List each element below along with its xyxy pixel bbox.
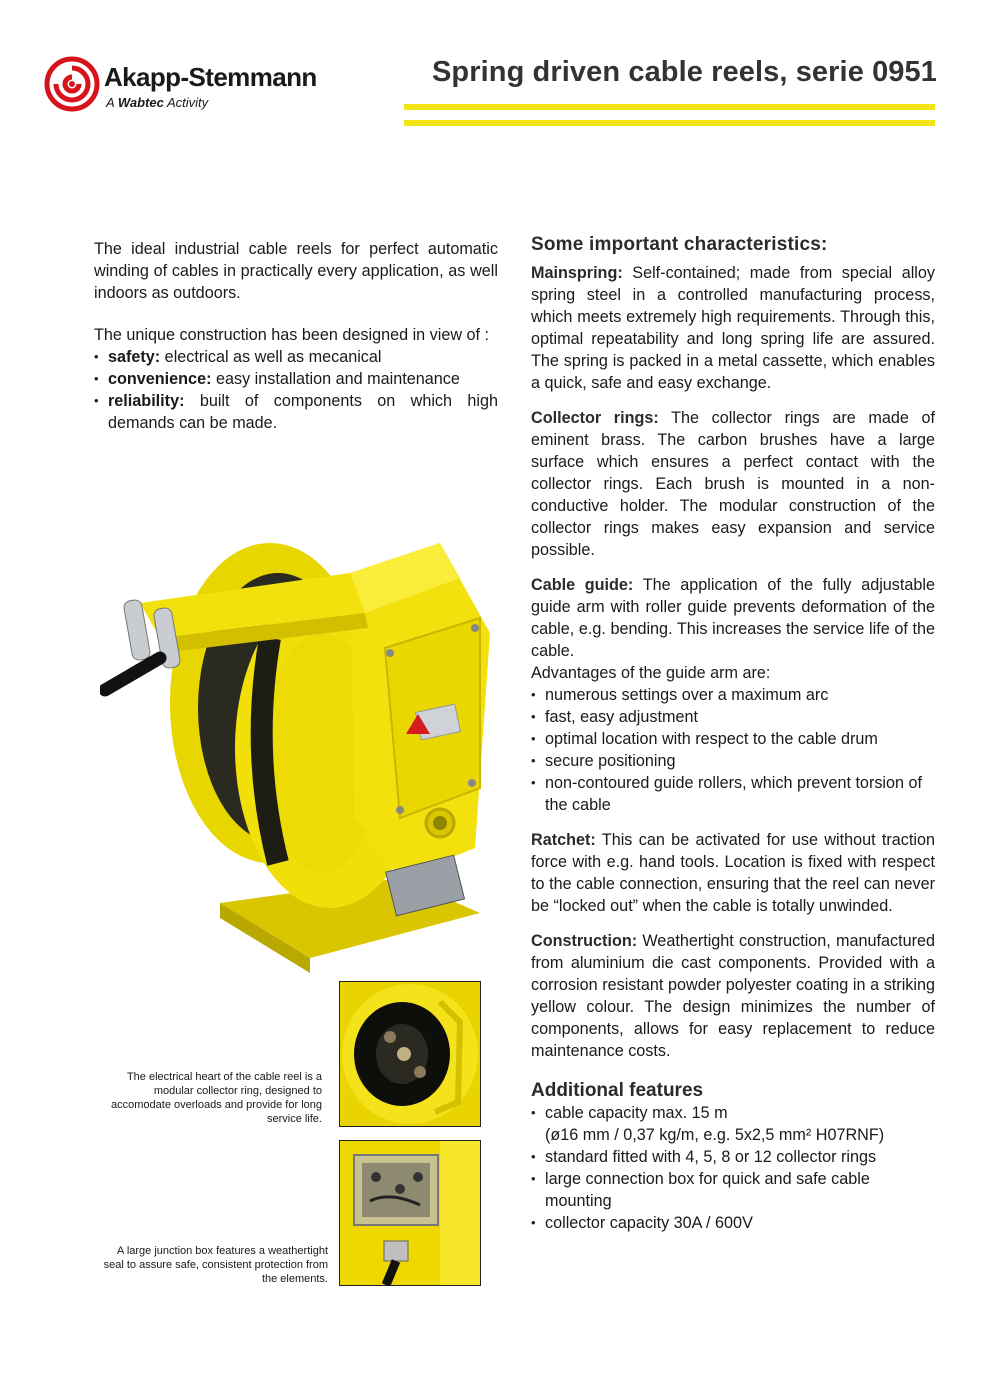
list-item: • numerous settings over a maximum arc [531,684,935,706]
list-item: • optimal location with respect to the cable drum [531,728,935,750]
title-rule-bottom [404,120,935,126]
list-item: • cable capacity max. 15 m (ø16 mm / 0,37 kg/m, e.g. 5x2,5 mm² H07RNF) [531,1102,935,1146]
characteristics-section [531,234,935,1247]
title-rule-top [404,104,935,110]
additional-features-heading: Additional features [531,1080,704,1101]
company-logo [44,56,384,116]
list-item: • non-contoured guide rollers, which prevent torsion of the cable [531,772,935,816]
mainspring-paragraph: Mainspring: Self-contained; made from special alloy spring steel in a controlled manufacturing process, which meets extremely high requirements. Through this, optimal repeatability and long spring life are assured. The spring is packed in a metal cassette, which enables a quick, safe and easy exchange. [531,264,935,392]
list-item: • collector capacity 30A / 600V [531,1212,935,1234]
list-item: • safety: electrical as well as mecanical [94,346,498,368]
cable-guide-paragraph: Cable guide: The application of the fully adjustable guide arm with roller guide prevents deformation of the cable, e.g. bending. This increases the service life of the cable. [531,576,935,660]
list-item: • secure positioning [531,750,935,772]
list-item: • fast, easy adjustment [531,706,935,728]
page-title: Spring driven cable reels, serie 0951 [431,56,937,88]
list-item: • standard fitted with 4, 5, 8 or 12 collector rings [531,1146,935,1168]
collector-rings-paragraph: Collector rings: The collector rings are made of eminent brass. The carbon brushes have a large surface which ensures a perfect contact with the collector rings. Each brush is mounted in a non-conductive holder. The modular construction of the collector rings makes easy expansion and service possible. [531,409,936,559]
construction-paragraph: Construction: Weathertight construction, manufactured from aluminium die cast components. Provided with a corrosion resistant powder polyester coating in a striking yellow colour. The design minimizes the number of components, allows for easy replacement to reduce maintenance costs. [531,932,935,1060]
junction-box-caption: A large junction box features a weathertight seal to assure safe, consistent protection from the elements. [103,1245,328,1285]
junction-box-image [340,1141,480,1285]
ratchet-paragraph: Ratchet: This can be activated for use without traction force with e.g. hand tools. Location is fixed with respect to the cable connection, ensuring that the reel can never be “locked out” when the cable is totally unwinded. [531,831,935,915]
design-paragraph: The unique construction has been designed in view of : [94,326,490,344]
brand-name: Akapp-Stemmann [104,62,317,92]
list-item: • large connection box for quick and safe cable mounting [531,1168,935,1212]
design-bullets [94,346,498,434]
characteristics-heading: Some important characteristics: [531,234,828,255]
akapp-swirl-logo-icon [44,56,100,112]
list-item: • convenience: easy installation and maintenance [94,368,498,390]
guide-advantages-list [531,684,935,816]
cable-reel-product-image [100,518,500,978]
guide-advantages-intro: Advantages of the guide arm are: [531,664,771,682]
collector-ring-image [340,982,480,1126]
intro-paragraph: The ideal industrial cable reels for perfect automatic winding of cables in practically every application, as well indoors as outdoors. [94,240,498,302]
intro-section [94,238,498,434]
junction-box-photo [339,1140,481,1286]
collector-ring-photo [339,981,481,1127]
collector-ring-caption: The electrical heart of the cable reel is a modular collector ring, designed to accomodate overloads and provide for long service life. [111,1071,322,1125]
brand-tagline: A Wabtec Activity [106,95,209,110]
additional-features-list [531,1102,935,1234]
list-item: • reliability: built of components on which high demands can be made. [94,390,498,434]
